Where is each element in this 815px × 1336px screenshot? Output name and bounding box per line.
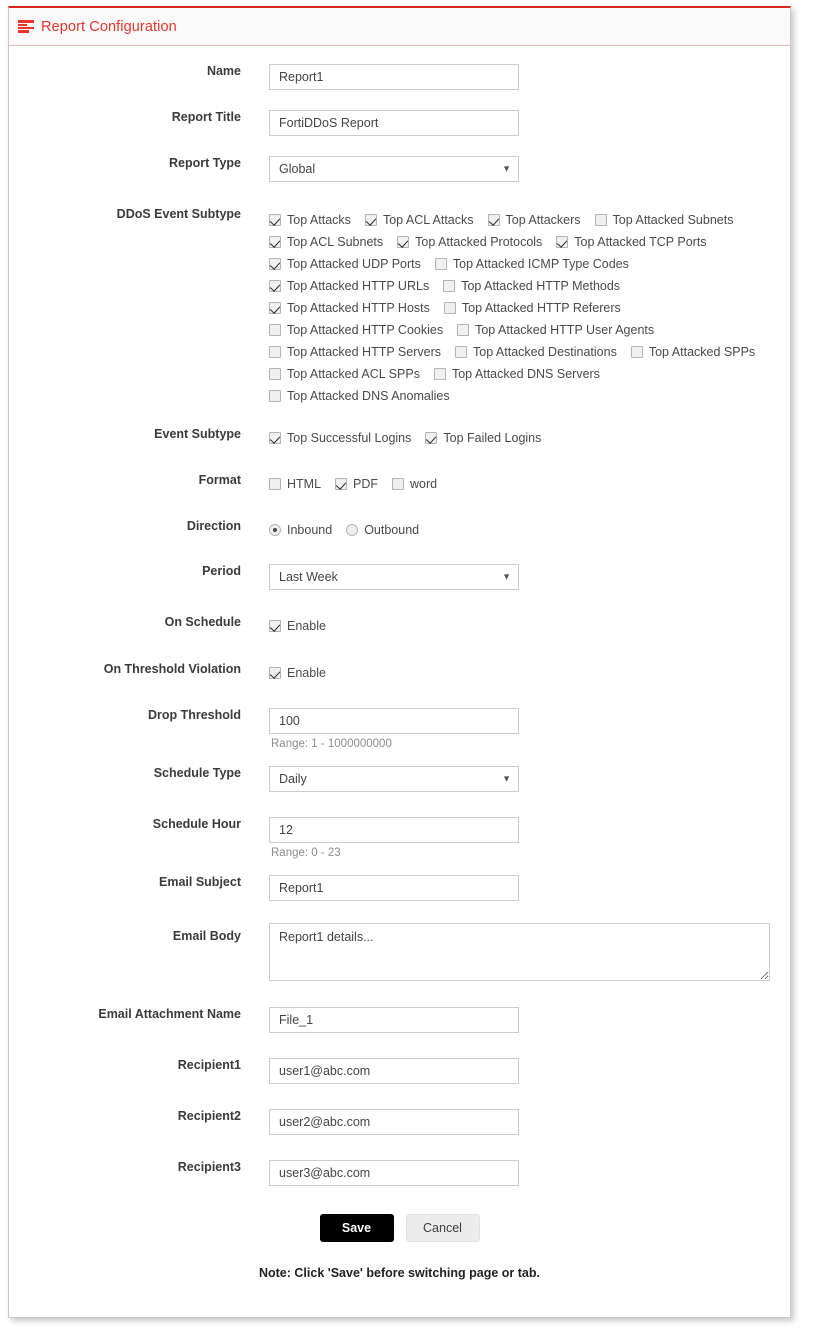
checkbox-box[interactable]	[397, 236, 409, 248]
checkbox-top-attacked-dns-anomalies[interactable]	[269, 390, 450, 403]
report-configuration-form	[9, 46, 790, 1280]
checkbox-on-schedule-enable[interactable]	[269, 620, 326, 633]
checkbox-top-attacked-spps[interactable]	[631, 346, 755, 359]
checkbox-label: PDF	[353, 476, 379, 491]
checkbox-top-attacked-protocols[interactable]	[397, 236, 542, 249]
checkbox-label: Top Attacked UDP Ports	[287, 256, 421, 271]
checkbox-row	[269, 385, 790, 407]
label-schedule-hour: Schedule Hour	[152, 817, 241, 831]
checkbox-top-attacked-http-referers[interactable]	[444, 302, 621, 315]
period-select[interactable]	[269, 564, 519, 590]
label-direction: Direction	[186, 519, 241, 533]
save-note: Note: Click 'Save' before switching page or tab.	[258, 1266, 540, 1280]
checkbox-row	[269, 231, 790, 253]
radio-label: Inbound	[287, 522, 333, 537]
checkbox-label: Top Attacked DNS Anomalies	[287, 388, 450, 403]
schedule-type-select[interactable]	[269, 766, 519, 792]
checkbox-box[interactable]	[556, 236, 568, 248]
checkbox-label: Top Attacked Protocols	[415, 234, 543, 249]
checkbox-format-html[interactable]	[269, 478, 321, 491]
event-subtype-group	[269, 427, 790, 449]
checkbox-label: Top Attacked HTTP URLs	[287, 278, 430, 293]
report-type-select[interactable]	[269, 156, 519, 182]
checkbox-box[interactable]	[443, 280, 455, 292]
label-drop-threshold: Drop Threshold	[147, 708, 241, 722]
label-email-body: Email Body	[172, 929, 241, 943]
field-row-on-schedule	[9, 615, 790, 637]
checkbox-top-acl-attacks[interactable]	[365, 214, 474, 227]
checkbox-box[interactable]	[365, 214, 377, 226]
checkbox-box[interactable]	[425, 432, 437, 444]
checkbox-box[interactable]	[455, 346, 467, 358]
field-row-drop-threshold	[9, 708, 790, 750]
radio-direction-outbound[interactable]	[346, 524, 419, 537]
field-row-ddos-event-subtype	[9, 207, 790, 407]
checkbox-label: Top ACL Attacks	[382, 212, 474, 227]
label-period: Period	[202, 564, 241, 578]
label-on-schedule: On Schedule	[164, 615, 241, 629]
field-row-schedule-type	[9, 766, 790, 792]
checkbox-top-attacked-destinations[interactable]	[455, 346, 617, 359]
checkbox-box[interactable]	[488, 214, 500, 226]
checkbox-box[interactable]	[269, 346, 281, 358]
label-event-subtype: Event Subtype	[154, 427, 241, 441]
checkbox-box[interactable]	[269, 302, 281, 314]
drop-threshold-input[interactable]	[269, 708, 519, 734]
field-row-recipient3	[9, 1160, 790, 1186]
checkbox-box[interactable]	[269, 478, 281, 490]
checkbox-top-attackers[interactable]	[488, 214, 581, 227]
checkbox-top-attacked-http-servers[interactable]	[269, 346, 441, 359]
save-button[interactable]: Save	[320, 1214, 394, 1242]
checkbox-top-successful-logins[interactable]	[269, 432, 411, 445]
checkbox-label: Enable	[287, 618, 326, 633]
report-title-input[interactable]	[269, 110, 519, 136]
checkbox-top-attacked-icmp-type-codes[interactable]	[435, 258, 629, 271]
field-row-recipient2	[9, 1109, 790, 1135]
label-on-threshold-violation: On Threshold Violation	[103, 662, 241, 676]
checkbox-label: Top Attacked HTTP Referers	[461, 300, 621, 315]
field-row-email-subject	[9, 875, 790, 901]
checkbox-top-failed-logins[interactable]	[425, 432, 541, 445]
checkbox-label: Top Attacks	[287, 212, 351, 227]
field-row-report-type	[9, 156, 790, 182]
checkbox-box[interactable]	[457, 324, 469, 336]
checkbox-format-word[interactable]	[392, 478, 437, 491]
field-row-direction	[9, 519, 790, 541]
checkbox-row	[269, 341, 790, 363]
recipient1-input[interactable]	[269, 1058, 519, 1084]
recipient2-input[interactable]	[269, 1109, 519, 1135]
checkbox-top-attacked-http-cookies[interactable]	[269, 324, 443, 337]
checkbox-box[interactable]	[269, 620, 281, 632]
checkbox-label: Top Successful Logins	[287, 430, 412, 445]
checkbox-top-attacked-http-user-agents[interactable]	[457, 324, 654, 337]
label-schedule-type: Schedule Type	[153, 766, 241, 780]
checkbox-box[interactable]	[269, 236, 281, 248]
direction-group	[269, 519, 790, 541]
checkbox-top-attacked-http-hosts[interactable]	[269, 302, 430, 315]
checkbox-box[interactable]	[631, 346, 643, 358]
radio-dot[interactable]	[346, 524, 358, 536]
field-row-period	[9, 564, 790, 590]
chevron-down-icon: ▼	[502, 571, 511, 582]
checkbox-label: Top Attacked ACL SPPs	[287, 366, 420, 381]
email-body-textarea[interactable]	[269, 923, 770, 981]
checkbox-row	[269, 253, 790, 275]
checkbox-box[interactable]	[444, 302, 456, 314]
checkbox-label: Top Attackers	[505, 212, 581, 227]
checkbox-label: Top Attacked DNS Servers	[451, 366, 600, 381]
checkbox-row	[269, 275, 790, 297]
checkbox-box[interactable]	[392, 478, 404, 490]
field-row-on-threshold-violation	[9, 662, 790, 684]
checkbox-label: Top Attacked HTTP Methods	[461, 278, 621, 293]
checkbox-label: HTML	[287, 476, 322, 491]
cancel-button[interactable]: Cancel	[406, 1214, 480, 1242]
checkbox-on-threshold-violation-enable[interactable]	[269, 667, 326, 680]
checkbox-label: word	[410, 476, 438, 491]
label-report-type: Report Type	[169, 156, 241, 170]
checkbox-label: Top Attacked HTTP Cookies	[287, 322, 444, 337]
checkbox-box[interactable]	[269, 258, 281, 270]
checkbox-top-attacked-acl-spps[interactable]	[269, 368, 420, 381]
checkbox-top-attacked-udp-ports[interactable]	[269, 258, 421, 271]
checkbox-top-attacked-http-methods[interactable]	[443, 280, 620, 293]
label-recipient1: Recipient1	[177, 1058, 241, 1072]
field-row-schedule-hour	[9, 817, 790, 859]
field-row-email-body	[9, 923, 790, 986]
format-group	[269, 473, 790, 495]
chevron-down-icon: ▼	[502, 773, 511, 784]
label-email-attachment-name: Email Attachment Name	[98, 1007, 241, 1021]
checkbox-row	[269, 209, 790, 231]
report-configuration-panel	[8, 6, 791, 1318]
checkbox-box[interactable]	[595, 214, 607, 226]
checkbox-label: Top Attacked HTTP User Agents	[475, 322, 655, 337]
chevron-down-icon: ▼	[502, 163, 511, 174]
field-row-name	[9, 64, 790, 90]
form-actions	[9, 1214, 790, 1242]
ddos-event-subtype-group	[269, 207, 790, 407]
label-recipient2: Recipient2	[177, 1109, 241, 1123]
checkbox-label: Top Attacked HTTP Servers	[287, 344, 441, 359]
label-format: Format	[198, 473, 241, 487]
label-recipient3: Recipient3	[177, 1160, 241, 1174]
schedule-hour-input[interactable]	[269, 817, 519, 843]
checkbox-top-attacked-http-urls[interactable]	[269, 280, 429, 293]
checkbox-label: Top ACL Subnets	[287, 234, 384, 249]
checkbox-box[interactable]	[269, 214, 281, 226]
label-email-subject: Email Subject	[159, 875, 241, 889]
checkbox-top-attacks[interactable]	[269, 214, 351, 227]
email-subject-input[interactable]	[269, 875, 519, 901]
drop-threshold-hint: Range: 1 - 1000000000	[271, 738, 392, 750]
checkbox-box[interactable]	[269, 390, 281, 402]
field-row-email-attachment-name	[9, 1007, 790, 1033]
checkbox-top-attacked-tcp-ports[interactable]	[556, 236, 706, 249]
checkbox-format-pdf[interactable]	[335, 478, 378, 491]
field-row-recipient1	[9, 1058, 790, 1084]
checkbox-label: Top Attacked ICMP Type Codes	[452, 256, 629, 271]
name-input[interactable]	[269, 64, 519, 90]
checkbox-top-attacked-subnets[interactable]	[595, 214, 734, 227]
field-row-format	[9, 473, 790, 495]
panel-header	[9, 8, 790, 46]
checkbox-label: Top Attacked Subnets	[612, 212, 734, 227]
checkbox-box[interactable]	[269, 667, 281, 679]
checkbox-label: Top Attacked Destinations	[473, 344, 617, 359]
checkbox-label: Top Attacked TCP Ports	[574, 234, 707, 249]
checkbox-box[interactable]	[269, 324, 281, 336]
label-ddos-event-subtype: DDoS Event Subtype	[116, 207, 241, 221]
radio-direction-inbound[interactable]	[269, 524, 332, 537]
radio-dot[interactable]	[269, 524, 281, 536]
checkbox-label: Enable	[287, 665, 326, 680]
checkbox-label: Top Failed Logins	[443, 430, 542, 445]
report-lines-icon	[18, 20, 34, 33]
email-attachment-name-input[interactable]	[269, 1007, 519, 1033]
recipient3-input[interactable]	[269, 1160, 519, 1186]
label-report-title: Report Title	[171, 110, 241, 124]
checkbox-label: Top Attacked SPPs	[648, 344, 756, 359]
page-title: Report Configuration	[41, 18, 177, 35]
label-name: Name	[206, 64, 241, 78]
checkbox-top-acl-subnets[interactable]	[269, 236, 383, 249]
schedule-hour-hint: Range: 0 - 23	[271, 847, 341, 859]
checkbox-box[interactable]	[269, 432, 281, 444]
checkbox-box[interactable]	[435, 258, 447, 270]
checkbox-box[interactable]	[269, 368, 281, 380]
checkbox-box[interactable]	[434, 368, 446, 380]
radio-label: Outbound	[364, 522, 420, 537]
checkbox-box[interactable]	[335, 478, 347, 490]
checkbox-top-attacked-dns-servers[interactable]	[434, 368, 600, 381]
field-row-event-subtype	[9, 427, 790, 449]
checkbox-row	[269, 363, 790, 385]
checkbox-row	[269, 297, 790, 319]
checkbox-row	[269, 319, 790, 341]
field-row-report-title	[9, 110, 790, 136]
checkbox-box[interactable]	[269, 280, 281, 292]
checkbox-label: Top Attacked HTTP Hosts	[287, 300, 430, 315]
